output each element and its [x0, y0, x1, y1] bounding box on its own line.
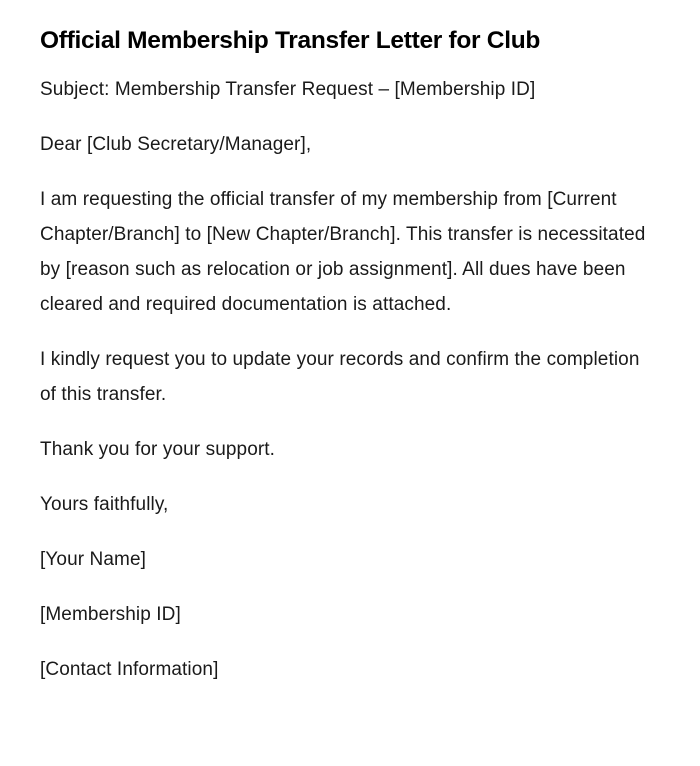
signature-membership-id: [Membership ID] [40, 604, 181, 625]
subject-line: Subject: Membership Transfer Request – [Membership ID] [40, 79, 536, 100]
salutation: Dear [Club Secretary/Manager], [40, 134, 312, 155]
body-paragraph-update: I kindly request you to update your records and confirm the completion of this transfer. [40, 349, 640, 405]
body-paragraph-request: I am requesting the official transfer of my membership from [Current Chapter/Branch] to [New Chapter/Branch]. This transfer is necessitated by [reason such as relocation or job assignment]. All dues have been cleared and required documentation is attached. [40, 189, 646, 315]
signature-name: [Your Name] [40, 549, 147, 570]
body-paragraph-thanks: Thank you for your support. [40, 439, 276, 460]
signature-contact: [Contact Information] [40, 659, 219, 680]
closing: Yours faithfully, [40, 494, 169, 515]
document-title: Official Membership Transfer Letter for Club [40, 27, 541, 54]
